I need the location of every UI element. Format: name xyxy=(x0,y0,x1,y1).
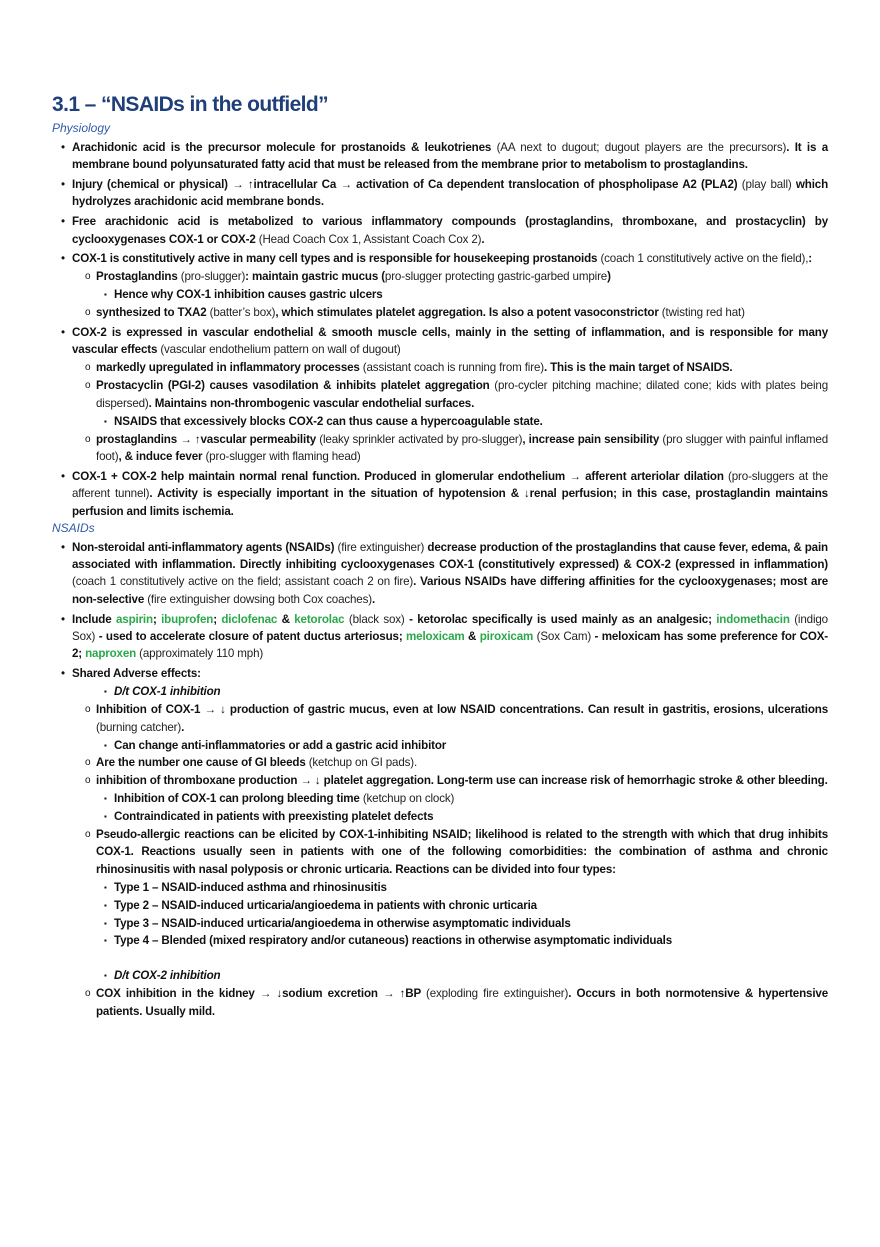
text-segment: Type 3 – NSAID-induced urticaria/angioedema in otherwise asymptomatic individuals xyxy=(114,916,571,930)
text-segment: : maintain gastric mucus ( xyxy=(245,270,385,284)
section-heading: NSAIDs xyxy=(52,521,95,536)
text-segment: Arachidonic acid is the precursor molecule for prostanoids & leukotrienes xyxy=(72,140,497,154)
text-segment: ; xyxy=(213,612,222,626)
list-item xyxy=(52,324,828,359)
bullet-icon: • xyxy=(61,612,65,626)
drug-name: ketorolac xyxy=(294,612,345,626)
text-segment: Contraindicated in patients with preexisting platelet defects xyxy=(114,810,434,824)
document-page xyxy=(52,92,828,1020)
text-segment: . xyxy=(181,720,185,734)
list-item xyxy=(52,539,828,609)
text-segment: Injury (chemical or physical) → ↑intracellular Ca → activation of Ca dependent translocation of phospholipase A2 (PLA2) xyxy=(72,177,742,191)
circle-bullet-icon: o xyxy=(85,307,91,319)
text-segment: . It is a membrane bound polyunsaturated fatty acid that must be released from the membrane prior to metabolism to prostaglandins. xyxy=(72,140,828,171)
mnemonic-text: pro-slugger protecting gastric-garbed umpire xyxy=(384,270,608,284)
circle-bullet-icon: o xyxy=(85,271,91,283)
text-segment: inhibition of thromboxane production → ↓ platelet aggregation. Long-term use can increase risk of hemorrhagic stroke & other bleeding. xyxy=(96,774,828,788)
document-body xyxy=(52,120,828,1020)
section-heading: Physiology xyxy=(52,121,111,135)
mnemonic-text: (pro-sluggers at the afferent tunnel) xyxy=(72,469,829,501)
mnemonic-text: (fire extinguisher dowsing both Cox coaches) xyxy=(147,592,372,606)
bullet-icon: • xyxy=(61,667,65,681)
text-segment: . Maintains non-thrombogenic vascular endothelial surfaces. xyxy=(148,396,475,410)
mnemonic-text: (ketchup on GI pads). xyxy=(308,756,418,770)
bullet-icon: • xyxy=(61,140,65,154)
list-item xyxy=(52,250,828,267)
circle-bullet-icon: o xyxy=(85,988,91,1000)
text-segment: Prostacyclin (PGI-2) causes vasodilation & inhibits platelet aggregation xyxy=(96,379,495,393)
text-segment: . Occurs in both normotensive & hypertensive patients. Usually mild. xyxy=(96,987,828,1018)
bullet-icon: • xyxy=(61,540,65,554)
square-bullet-icon: ▪ xyxy=(104,936,107,946)
circle-bullet-icon: o xyxy=(85,775,91,787)
mnemonic-text: (burning catcher) xyxy=(96,720,182,734)
drug-name: piroxicam xyxy=(479,630,534,644)
text-segment: NSAIDS that excessively blocks COX-2 can thus cause a hypercoagulable state. xyxy=(114,414,543,428)
mnemonic-text: (pro-slugger with flaming head) xyxy=(205,449,361,463)
list-item xyxy=(52,286,828,303)
list-item xyxy=(52,967,828,984)
text-segment: Are the number one cause of GI bleeds xyxy=(96,756,309,770)
list-item xyxy=(52,139,828,174)
text-segment: Type 1 – NSAID-induced asthma and rhinosinusitis xyxy=(114,880,387,894)
list-item xyxy=(52,701,828,736)
text-segment: Hence why COX-1 inhibition causes gastric ulcers xyxy=(114,288,383,302)
text-segment: Include xyxy=(72,612,116,626)
list-item xyxy=(52,665,828,682)
bullet-icon: • xyxy=(61,215,65,229)
list-item xyxy=(52,915,828,932)
circle-bullet-icon: o xyxy=(85,433,91,445)
list-item xyxy=(52,808,828,825)
text-segment: , & induce fever xyxy=(118,449,206,463)
mnemonic-text: (coach 1 constitutively active on the field), xyxy=(600,252,809,266)
text-segment: Shared Adverse effects: xyxy=(72,667,201,681)
square-bullet-icon: ▪ xyxy=(104,416,107,426)
list-item xyxy=(52,431,828,466)
text-segment: Prostaglandins xyxy=(96,270,181,284)
mnemonic-text: (twisting red hat) xyxy=(661,306,745,320)
mnemonic-text: (play ball) xyxy=(741,177,792,191)
list-item xyxy=(52,897,828,914)
list-item xyxy=(52,985,828,1020)
circle-bullet-icon: o xyxy=(85,380,91,392)
mnemonic-text: (coach 1 constitutively active on the field; assistant coach 2 on fire) xyxy=(72,575,414,589)
text-segment: COX-2 is expressed in vascular endothelial & smooth muscle cells, mainly in the setting of inflammation, and is responsible for many vascular effects xyxy=(72,326,828,357)
text-segment: - ketorolac specifically is used mainly as an analgesic; xyxy=(404,612,717,626)
bullet-icon: • xyxy=(61,177,65,191)
drug-name: naproxen xyxy=(85,647,137,661)
circle-bullet-icon: o xyxy=(85,362,91,374)
mnemonic-text: (fire extinguisher) xyxy=(337,540,425,554)
mnemonic-text: (pro slugger with painful inflamed foot) xyxy=(96,432,828,463)
text-segment: Inhibition of COX-1 can prolong bleeding time xyxy=(114,792,363,806)
text-segment: D/t COX-1 inhibition xyxy=(114,685,221,699)
text-segment: , which stimulates platelet aggregation. Is also a potent vasoconstrictor xyxy=(275,306,662,320)
text-segment: Non-steroidal anti-inflammatory agents (NSAIDs) xyxy=(72,540,338,554)
text-segment: . Various NSAIDs have differing affinities for the cyclooxygenases; most are non-selective xyxy=(72,575,828,606)
text-segment: . This is the main target of NSAIDS. xyxy=(543,361,733,375)
square-bullet-icon: ▪ xyxy=(104,918,107,928)
list-item xyxy=(52,932,828,949)
text-segment: ) xyxy=(607,270,611,284)
text-segment: . xyxy=(371,592,376,606)
list-item xyxy=(52,790,828,807)
square-bullet-icon: ▪ xyxy=(104,882,107,892)
mnemonic-text: (exploding fire extinguisher) xyxy=(425,987,569,1001)
circle-bullet-icon: o xyxy=(85,704,91,716)
text-segment: COX inhibition in the kidney → ↓sodium excretion → ↑BP xyxy=(96,987,426,1001)
text-segment: . xyxy=(481,232,485,246)
mnemonic-text: (indigo Sox) xyxy=(72,612,828,644)
text-segment: which hydrolyzes arachidonic acid membrane bonds. xyxy=(72,177,829,209)
list-item xyxy=(52,772,828,789)
drug-name: diclofenac xyxy=(221,612,278,626)
list-item xyxy=(52,176,828,211)
text-segment: Type 4 – Blended (mixed respiratory and/or cutaneous) reactions in otherwise asymptomatic individuals xyxy=(114,934,673,948)
mnemonic-text: (batter’s box) xyxy=(209,306,276,320)
mnemonic-text: (vascular endothelium pattern on wall of dugout) xyxy=(160,343,401,357)
list-item xyxy=(52,413,828,430)
text-segment: & xyxy=(464,630,480,644)
list-item xyxy=(52,359,828,376)
mnemonic-text: (pro-cycler pitching machine; dilated cone; kids with plates being dispersed) xyxy=(96,379,828,410)
square-bullet-icon: ▪ xyxy=(104,794,107,804)
bullet-icon: • xyxy=(61,326,65,340)
list-item xyxy=(52,754,828,771)
mnemonic-text: (AA next to dugout; dugout players are the precursors) xyxy=(496,140,787,154)
list-item xyxy=(52,268,828,285)
list-item xyxy=(52,304,828,321)
text-segment: Free arachidonic acid is metabolized to various inflammatory compounds (prostaglandins, thromboxane, and prostacyclin) by cyclooxygenases COX-1 or COX-2 xyxy=(72,215,828,246)
drug-name: indomethacin xyxy=(716,612,790,626)
square-bullet-icon: ▪ xyxy=(104,740,107,750)
square-bullet-icon: ▪ xyxy=(104,971,107,981)
mnemonic-text: (Head Coach Cox 1, Assistant Coach Cox 2) xyxy=(258,232,482,246)
mnemonic-text: (ketchup on clock) xyxy=(362,792,455,806)
mnemonic-text: (Sox Cam) xyxy=(533,630,592,644)
text-segment: prostaglandins → ↑vascular permeability xyxy=(96,432,320,446)
mnemonic-text: (approximately 110 mph) xyxy=(136,647,264,661)
circle-bullet-icon: o xyxy=(85,757,91,769)
list-item xyxy=(52,611,828,663)
list-item xyxy=(52,683,828,700)
text-segment: decrease production of the prostaglandins that cause fever, edema, & pain associated with inflammation. Directly inhibiting cyclooxygenases COX-1 (constitutively expressed) & COX-2 (expressed in inflammation) xyxy=(72,540,828,571)
bullet-icon: • xyxy=(61,252,65,266)
text-segment: Inhibition of COX-1 → ↓ production of gastric mucus, even at low NSAID concentrations. Can result in gastritis, erosions, ulcerations xyxy=(96,703,828,717)
drug-name: meloxicam xyxy=(406,630,465,644)
list-item xyxy=(52,213,828,248)
text-segment: ; xyxy=(152,612,162,626)
mnemonic-text: (leaky sprinkler activated by pro-slugger) xyxy=(319,432,523,446)
text-segment: COX-1 is constitutively active in many cell types and is responsible for housekeeping prostanoids xyxy=(72,252,601,266)
list-item xyxy=(52,879,828,896)
mnemonic-text: (pro-slugger) xyxy=(180,270,246,284)
text-segment: COX-1 + COX-2 help maintain normal renal function. Produced in glomerular endothelium → afferent arteriolar dilation xyxy=(72,469,729,483)
text-segment: - used to accelerate closure of patent ductus arteriosus; xyxy=(95,630,406,644)
text-segment: D/t COX-2 inhibition xyxy=(114,969,221,983)
square-bullet-icon: ▪ xyxy=(104,290,107,300)
list-item xyxy=(52,826,828,878)
text-segment: . Activity is especially important in the situation of hypotension & ↓renal perfusion; in this case, prostaglandin maintains perfusion and limits ischemia. xyxy=(72,487,828,518)
square-bullet-icon: ▪ xyxy=(104,687,107,697)
text-segment: markedly upregulated in inflammatory processes xyxy=(96,361,363,375)
text-segment: Pseudo-allergic reactions can be elicited by COX-1-inhibiting NSAID; likelihood is related to the strength with which that drug inhibits COX-1. Reactions usually seen in patients with one of the following comorbidities: the combination of asthma and chronic rhinosinusitis with nasal polyposis or chronic urticaria. Reactions can be divided into four types: xyxy=(96,828,828,876)
mnemonic-text: (assistant coach is running from fire) xyxy=(362,361,544,375)
blank-line xyxy=(52,950,828,967)
drug-name: aspirin xyxy=(115,612,153,626)
text-segment: synthesized to TXA2 xyxy=(96,306,210,320)
text-segment: - meloxicam has some preference for COX-2; xyxy=(72,630,828,661)
drug-name: ibuprofen xyxy=(161,612,214,626)
square-bullet-icon: ▪ xyxy=(104,900,107,910)
bullet-icon: • xyxy=(61,469,65,483)
text-segment: Type 2 – NSAID-induced urticaria/angioedema in patients with chronic urticaria xyxy=(114,898,537,912)
mnemonic-text: (black sox) xyxy=(344,612,405,626)
text-segment: Can change anti-inflammatories or add a gastric acid inhibitor xyxy=(114,738,447,752)
list-item xyxy=(52,468,828,520)
list-item xyxy=(52,377,828,412)
square-bullet-icon: ▪ xyxy=(104,812,107,822)
text-segment: , increase pain sensibility xyxy=(522,432,663,446)
circle-bullet-icon: o xyxy=(85,829,91,841)
list-item xyxy=(52,737,828,754)
text-segment: : xyxy=(808,252,812,266)
page-title: 3.1 – “NSAIDs in the outfield” xyxy=(52,93,329,116)
text-segment: & xyxy=(277,612,295,626)
